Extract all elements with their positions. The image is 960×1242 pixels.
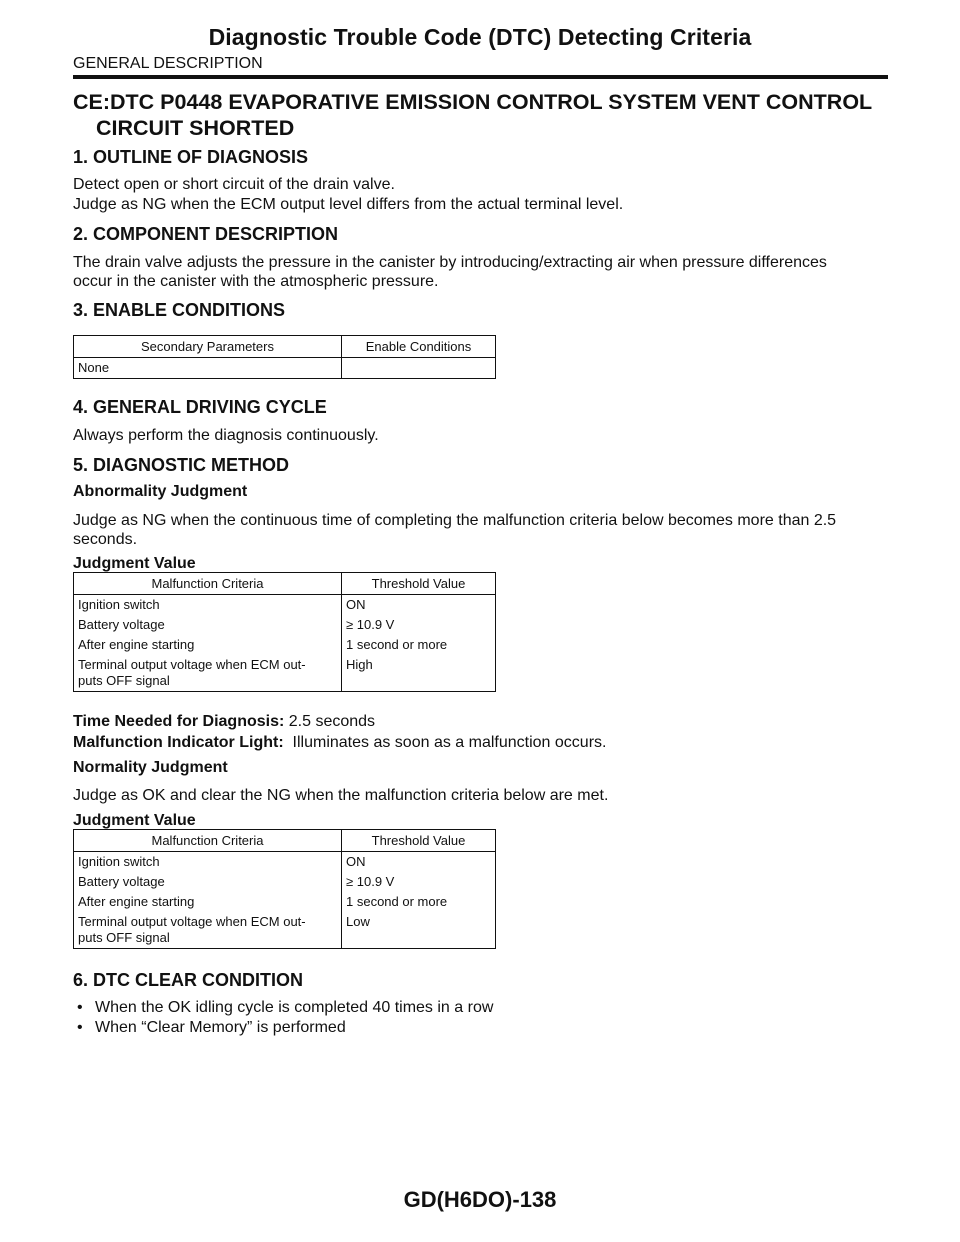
dtc-title-line2: CIRCUIT SHORTED [96, 116, 295, 140]
table-header: Threshold Value [342, 830, 496, 852]
heading-outline: 1. OUTLINE OF DIAGNOSIS [73, 147, 309, 167]
heading-judgment-value: Judgment Value [73, 555, 196, 572]
table-cell: After engine starting [74, 635, 342, 655]
component-text-1: The drain valve adjusts the pressure in the canister by introducing/extracting air when pressure differences [73, 254, 827, 271]
table-header: Malfunction Criteria [74, 830, 342, 852]
table-cell: None [74, 358, 342, 379]
table-row [74, 635, 496, 655]
list-item: • When the OK idling cycle is completed 40 times in a row [77, 999, 494, 1016]
table-row [74, 852, 496, 873]
dtc-title [73, 89, 903, 141]
list-item-text: When “Clear Memory” is performed [95, 1019, 346, 1036]
table-row [74, 912, 496, 949]
abnormality-judgment-table [73, 572, 496, 692]
heading-driving-cycle: 4. GENERAL DRIVING CYCLE [73, 397, 327, 417]
table-cell [74, 655, 342, 692]
component-text-2: occur in the canister with the atmospheric pressure. [73, 273, 439, 290]
list-item-text: When the OK idling cycle is completed 40 times in a row [95, 999, 494, 1016]
table-cell: After engine starting [74, 892, 342, 912]
table-cell: 1 second or more [346, 637, 448, 652]
heading-enable: 3. ENABLE CONDITIONS [73, 300, 286, 320]
table-cell: Low [346, 914, 370, 929]
table-cell [74, 912, 342, 949]
list-item: • When “Clear Memory” is performed [77, 1019, 346, 1036]
cell-line: puts OFF signal [78, 930, 170, 945]
header-rule [73, 75, 888, 79]
table-cell: ON [346, 854, 366, 869]
page-number: GD(H6DO)-138 [403, 1187, 557, 1212]
table-cell: ON [346, 597, 366, 612]
table-cell: ≥ 10.9 V [346, 874, 395, 889]
outline-text-1: Detect open or short circuit of the drain valve. [73, 176, 395, 193]
table-row [74, 892, 496, 912]
heading-method: 5. DIAGNOSTIC METHOD [73, 455, 290, 475]
heading-clear-condition: 6. DTC CLEAR CONDITION [73, 970, 304, 990]
table-cell: Battery voltage [74, 615, 342, 635]
cell-line: Terminal output voltage when ECM out- [78, 657, 306, 672]
abnormality-text-2: seconds. [73, 531, 138, 548]
heading-judgment-value-2: Judgment Value [73, 812, 196, 829]
mil-line [73, 733, 903, 753]
table-header: Malfunction Criteria [74, 573, 342, 595]
table-header: Secondary Parameters [74, 336, 342, 358]
time-needed-value: 2.5 seconds [284, 713, 376, 730]
table-cell: Ignition switch [74, 852, 342, 873]
table-cell: High [346, 657, 373, 672]
outline-text-2: Judge as NG when the ECM output level differs from the actual terminal level. [73, 196, 624, 213]
table-cell: ≥ 10.9 V [346, 617, 395, 632]
table-row [74, 358, 496, 379]
cell-line: Terminal output voltage when ECM out- [78, 914, 306, 929]
table-cell [342, 358, 496, 379]
table-header: Enable Conditions [342, 336, 496, 358]
normality-text: Judge as OK and clear the NG when the malfunction criteria below are met. [73, 787, 609, 804]
table-cell: 1 second or more [346, 894, 448, 909]
table-cell: Ignition switch [74, 595, 342, 616]
heading-component: 2. COMPONENT DESCRIPTION [73, 224, 339, 244]
table-row [74, 872, 496, 892]
dtc-title-line1: CE:DTC P0448 EVAPORATIVE EMISSION CONTROL SYSTEM VENT CONTROL [73, 90, 873, 114]
table-header: Threshold Value [342, 573, 496, 595]
heading-normality: Normality Judgment [73, 759, 228, 776]
table-row [74, 615, 496, 635]
table-row [74, 595, 496, 616]
driving-cycle-text: Always perform the diagnosis continuously. [73, 427, 379, 444]
page-title: Diagnostic Trouble Code (DTC) Detecting Criteria [208, 24, 752, 50]
time-needed-label: Time Needed for Diagnosis: [73, 713, 285, 730]
enable-conditions-table [73, 335, 496, 379]
table-row [74, 655, 496, 692]
mil-label: Malfunction Indicator Light: [73, 734, 284, 751]
table-cell: Battery voltage [74, 872, 342, 892]
time-needed-line [73, 712, 903, 732]
heading-abnormality: Abnormality Judgment [73, 483, 248, 500]
cell-line: puts OFF signal [78, 673, 170, 688]
abnormality-text-1: Judge as NG when the continuous time of completing the malfunction criteria below becomes more than 2.5 [73, 512, 837, 529]
normality-judgment-table [73, 829, 496, 949]
section-subtitle: GENERAL DESCRIPTION [73, 55, 263, 72]
mil-value: Illuminates as soon as a malfunction occurs. [283, 734, 607, 751]
